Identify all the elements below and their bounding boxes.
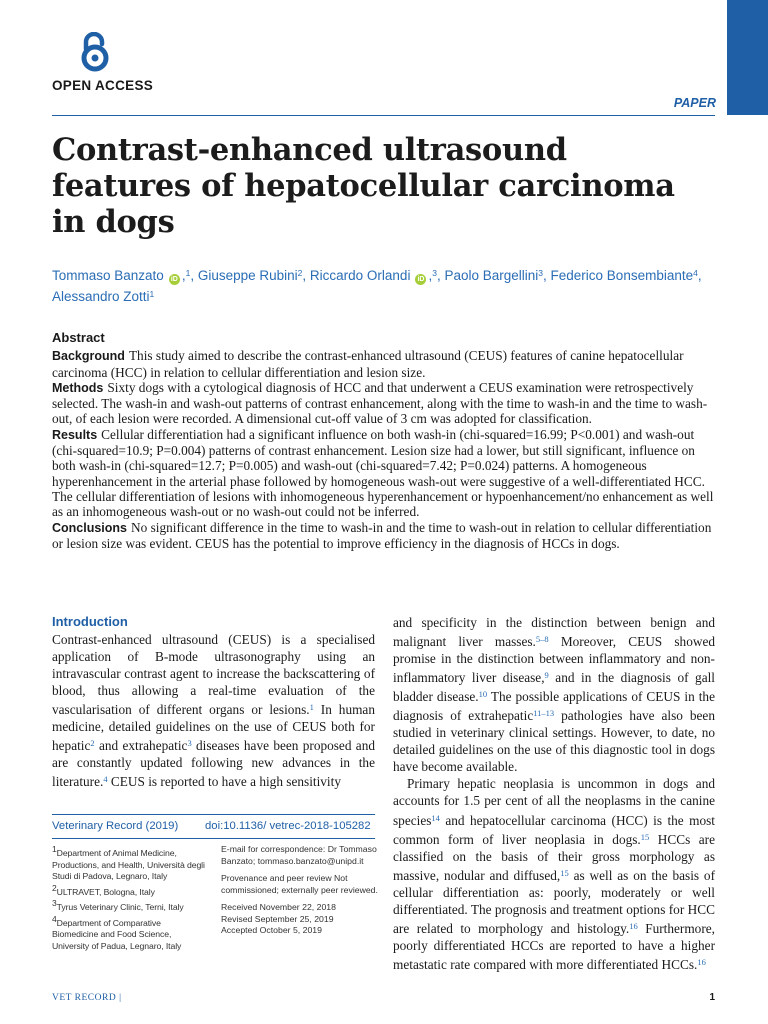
citation-ref[interactable]: 5–8 [535, 634, 549, 645]
affiliation-entry [52, 883, 207, 899]
accepted-date: Accepted October 5, 2019 [221, 925, 322, 935]
body-text: pathologies have also been studied in veterinary clinical settings. However, to date, no detailed guidelines on the use of this diagnostic tool in dogs have become available. [393, 708, 715, 775]
affiliation-number: 1 [52, 844, 57, 854]
section-label: PAPER [673, 96, 716, 110]
header-divider [52, 115, 715, 116]
abstract-paragraph [52, 380, 714, 427]
citation-ref[interactable]: 10 [478, 689, 488, 700]
body-text: diseases have been proposed and are constantly updated following new advances in the literature. [52, 738, 375, 790]
body-text: Primary hepatic neoplasia is uncommon in dogs and accounts for 1.5 per cent of all the neoplasms in the canine species [393, 776, 715, 828]
author-name[interactable]: Paolo Bargellini [444, 268, 539, 283]
open-access-label: OPEN ACCESS [52, 78, 154, 93]
abstract-paragraph [52, 520, 714, 552]
open-access-lock-icon [76, 32, 114, 72]
doi-link[interactable]: doi:10.1136/ vetrec-2018-105282 [205, 820, 371, 832]
abstract-paragraph [52, 348, 714, 380]
journal-divider-bottom [52, 838, 375, 839]
introduction-left-column [52, 631, 375, 790]
abstract-section-text: Sixty dogs with a cytological diagnosis of HCC and that underwent a CEUS examination were retrospectively selected. The wash-in and wash-out patterns of contrast enhancement, along with the time to wash-in and the time to wash-out, of each lesion were recorded. A dimensional cut-off value of 3 cm was adopted for classification. [52, 379, 708, 427]
affiliation-text: Tyrus Veterinary Clinic, Terni, Italy [56, 902, 184, 912]
author-name[interactable]: Alessandro Zotti [52, 289, 150, 304]
body-text: Moreover, CEUS showed promise in the distinction between inflammatory and non-inflammatory liver disease, [393, 634, 715, 686]
abstract-body [52, 348, 714, 551]
abstract-section-label: Background [52, 349, 125, 364]
citation-ref[interactable]: 9 [544, 670, 549, 681]
correspondence: E-mail for correspondence: Dr Tommaso Banzato; tommaso.banzato@unipd.it [221, 844, 377, 866]
author-affiliation-ref: 3 [432, 268, 437, 278]
author [198, 268, 303, 283]
body-text: Furthermore, poorly differentiated HCCs are reported to have a higher metastatic rate compared with more differentiated HCCs. [393, 920, 715, 972]
corner-accent-bar [727, 0, 768, 115]
author: Tommaso Banzato iD ,$^1$ [52, 268, 191, 283]
abstract-section-label: Results [52, 427, 98, 442]
page-number: 1 [709, 992, 715, 1003]
author [444, 268, 543, 283]
body-text: and specificity in the distinction between benign and malignant liver masses. [393, 615, 715, 650]
affiliation-entry [52, 844, 207, 883]
citation-ref[interactable]: 16 [629, 920, 638, 931]
body-text: HCCs are classified on the basis of their gross morphology as massive, nodular and diffused, [393, 831, 715, 883]
journal-divider-top [52, 814, 375, 815]
received-date: Received November 22, 2018 [221, 902, 336, 912]
citation-ref[interactable]: 4 [103, 774, 108, 785]
abstract [52, 330, 714, 551]
author-affiliation-ref: 1 [185, 268, 191, 278]
author-affiliation-ref: 1 [149, 289, 155, 299]
author-name[interactable]: Giuseppe Rubini [197, 268, 298, 283]
body-paragraph [393, 775, 715, 973]
footer-journal: VET RECORD | [52, 993, 122, 1003]
abstract-section-text: Cellular differentiation had a significant influence on both wash-in (chi-squared=16.99; P<0.001) and wash-out (chi-squared=10.9; P=0.004) patterns of contrast enhancement. Lesion size had a lower, but still significant, influence on both wash-in (chi-squared=12.7; P=0.005) and wash-out (chi-squared=7.42; P=0.024) patterns. A homogeneous hyperenhancement in the arterial phase followed by homogeneous wash-out were suggestive of a well-differentiated HCC. The cellular differentiation of lesions with inhomogeneous hyperenhancement or hypoenhancement/no enhancement as well as an inhomogeneous wash-out or no wash-out could not be inferred. [52, 426, 714, 520]
author-affiliation-ref: 3 [538, 268, 544, 278]
abstract-section-text: This study aimed to describe the contrast-enhanced ultrasound (CEUS) features of canine hepatocellular carcinoma (HCC) in relation to cellular differentiation and lesion size. [52, 348, 684, 380]
journal-citation: Veterinary Record (2019) [52, 820, 179, 832]
citation-ref[interactable]: 3 [187, 738, 192, 749]
article-metadata [221, 844, 379, 937]
citation-ref[interactable]: 15 [640, 831, 650, 842]
orcid-icon[interactable]: iD [170, 276, 178, 283]
affiliation-number: 3 [52, 898, 57, 908]
affiliation-entry [52, 914, 207, 953]
body-text: and in the diagnosis of gall bladder disease. [393, 670, 715, 705]
abstract-section-label: Methods [52, 380, 104, 395]
author-name[interactable]: Tommaso Banzato [52, 268, 164, 283]
body-text: and extrahepatic [94, 738, 188, 754]
affiliation-number: 2 [52, 882, 57, 893]
abstract-section-text: No significant difference in the time to wash-in and the time to wash-out in relation to cellular differentiation or lesion size was evident. CEUS has the potential to improve efficiency in the diagnosis of HCCs in dogs. [52, 519, 712, 551]
body-text: Contrast-enhanced ultrasound (CEUS) is a specialised application of B-mode ultrasonography using an intravascular contrast agent to increase the backscattering of blood, thus allowing a real-time evaluation of the vascularisation of different organs or lesions. [52, 632, 375, 718]
affiliation-text: Department of Animal Medicine, Productions, and Health, Università degli Studi di Padova, Legnaro, Italy [52, 848, 205, 881]
affiliation-number: 4 [52, 913, 57, 924]
abstract-section-label: Conclusions [52, 520, 128, 535]
introduction-right-column [393, 614, 715, 973]
body-text: In human medicine, detailed guidelines on the use of CEUS both for hepatic [52, 702, 375, 754]
affiliation-text: ULTRAVET, Bologna, Italy [56, 886, 155, 897]
affiliation-text: Department of Comparative Biomedicine and Food Science, University of Padua, Legnaro, Italy [52, 917, 182, 951]
citation-ref[interactable]: 15 [560, 867, 569, 878]
body-text: CEUS is reported to have a high sensitivity [107, 774, 341, 790]
author-list: Tommaso Banzato iD ,$^1$, Giuseppe Rubini$^2$, Riccardo Orlandi iD ,$^3$, Paolo Bargellini$^3$, Federico Bonsembiante$^4$, Alessandro Zotti$^1$ [52, 268, 702, 304]
peer-review-note: Provenance and peer review Not commissioned; externally peer reviewed. [221, 873, 378, 895]
orcid-icon[interactable]: iD [417, 276, 425, 283]
citation-ref[interactable]: 11–13 [533, 708, 555, 719]
author [52, 289, 154, 304]
abstract-heading: Abstract [52, 330, 105, 345]
body-text: as well as on the basis of cellular differentiation as: poorly, moderately or well differentiated. The prognosis and treatment options for HCC are related to morphology and histology. [393, 867, 715, 936]
citation-ref[interactable]: 1 [309, 702, 314, 713]
body-text: and hepatocellular carcinoma (HCC) is the most common form of liver neoplasia in dogs. [393, 812, 715, 847]
abstract-paragraph [52, 427, 714, 520]
affiliations [52, 844, 207, 952]
citation-ref[interactable]: 2 [90, 738, 95, 749]
body-text: The possible applications of CEUS in the diagnosis of extrahepatic [393, 689, 715, 724]
author: Riccardo Orlandi iD ,$^3$ [309, 268, 437, 283]
affiliation-entry [52, 898, 207, 914]
author-name[interactable]: Federico Bonsembiante [550, 268, 694, 283]
revised-date: Revised September 25, 2019 [221, 913, 334, 924]
citation-ref[interactable]: 16 [697, 956, 706, 967]
author-affiliation-ref: 2 [297, 268, 303, 278]
article-title: Contrast-enhanced ultrasound features of hepatocellular carcinoma in dogs [52, 132, 675, 240]
citation-ref[interactable]: 14 [431, 812, 440, 823]
author-affiliation-ref: 4 [693, 268, 698, 278]
author-name[interactable]: Riccardo Orlandi [309, 268, 411, 283]
introduction-heading: Introduction [52, 614, 128, 629]
author [551, 268, 698, 283]
body-paragraph [393, 614, 715, 775]
